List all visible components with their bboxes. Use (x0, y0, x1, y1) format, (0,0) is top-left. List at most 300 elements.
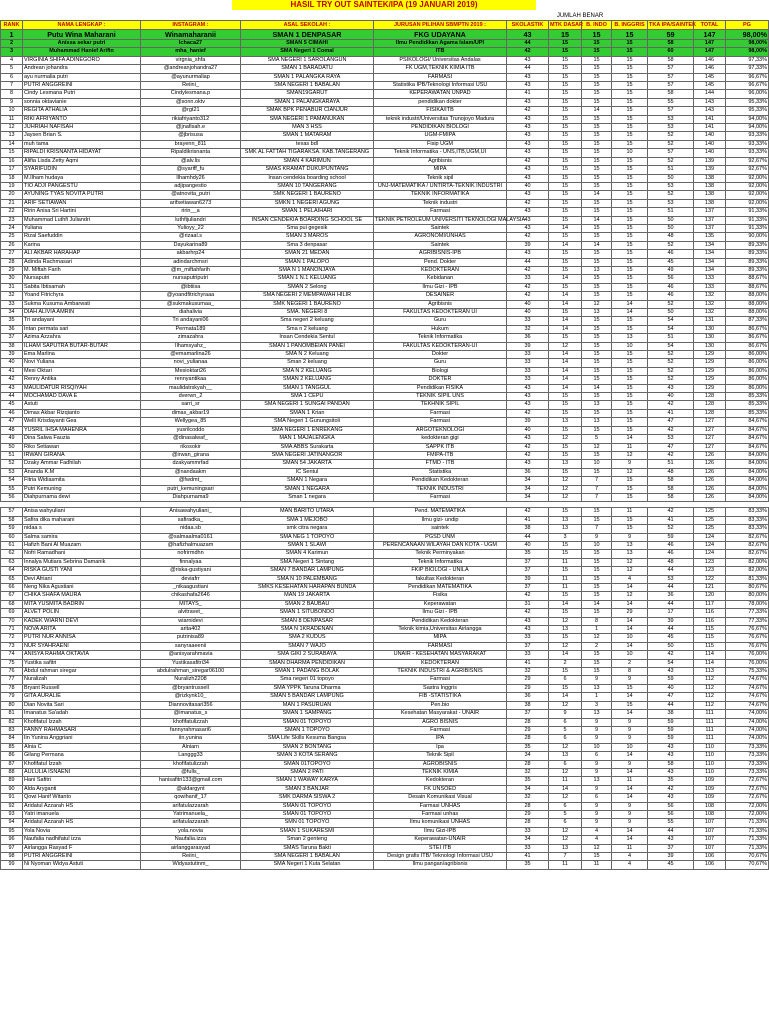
cell-pg: 92,67% (726, 166, 769, 174)
cell-name: Riko Setiawan (23, 443, 141, 451)
cell-mtk: 15 (549, 166, 582, 174)
cell-bindo: 13 (582, 418, 612, 426)
cell-mtk: 12 (549, 836, 582, 844)
cell-school: SMA 1 MEJOBO (241, 516, 374, 524)
cell-mtk: 15 (549, 82, 582, 90)
cell-major: FARMASI (374, 73, 507, 81)
cell-rank: 64 (1, 567, 23, 575)
cell-major: MIPA (374, 634, 507, 642)
cell-total: 129 (694, 367, 726, 375)
cell-mtk: 14 (549, 241, 582, 249)
cell-major: Guru (374, 359, 507, 367)
table-row (1, 182, 769, 190)
table-row (1, 516, 769, 524)
table-row (1, 30, 769, 40)
cell-skolastik: 32 (507, 325, 549, 333)
cell-skolastik: 43 (507, 166, 549, 174)
cell-bindo: 9 (582, 819, 612, 827)
cell-name: M. Miftah Farih (23, 266, 141, 274)
cell-mtk: 6 (549, 735, 582, 743)
cell-mtk: 15 (549, 309, 582, 317)
cell-total: 111 (694, 718, 726, 726)
cell-skolastik: 33 (507, 351, 549, 359)
cell-total: 117 (694, 600, 726, 608)
cell-skolastik: 43 (507, 435, 549, 443)
cell-mtk: 15 (549, 98, 582, 106)
cell-binggris: 9 (612, 760, 648, 768)
cell-skolastik: 39 (507, 241, 549, 249)
cell-mtk: 9 (549, 710, 582, 718)
table-row (1, 393, 769, 401)
cell-tka: 44 (648, 567, 694, 575)
cell-pg: 74,00% (726, 718, 769, 726)
cell-pg: 76,67% (726, 642, 769, 650)
cell-rank: 13 (1, 132, 23, 140)
cell-major: Sastra Inggris (374, 684, 507, 692)
cell-binggris: 15 (612, 166, 648, 174)
table-row (1, 359, 769, 367)
cell-bindo: 15 (582, 367, 612, 375)
col-header-name: NAMA LENGKAP : (23, 21, 141, 30)
table-row (1, 460, 769, 468)
cell-bindo: 15 (582, 157, 612, 165)
cell-name: GITA AURALIE (23, 693, 141, 701)
cell-tka: 51 (648, 208, 694, 216)
cell-total: 125 (694, 508, 726, 516)
cell-school: SMA N 2 KELUANG (241, 367, 374, 375)
cell-pg: 72,67% (726, 777, 769, 785)
cell-major: TEKNIK INFORMATIKA (374, 191, 507, 199)
cell-binggris: 15 (612, 409, 648, 417)
cell-mtk: 15 (549, 199, 582, 207)
cell-mtk: 15 (549, 409, 582, 417)
table-body (1, 30, 769, 870)
cell-total: 108 (694, 802, 726, 810)
col-header-total: TOTAL (694, 21, 726, 30)
cell-tka: 49 (648, 266, 694, 274)
cell-total: 115 (694, 642, 726, 650)
cell-pg: 98,00% (726, 40, 769, 48)
cell-binggris: 14 (612, 693, 648, 701)
cell-bindo: 15 (582, 65, 612, 73)
cell-school: MAN 1 PASURUAN (241, 701, 374, 709)
table-row (1, 533, 769, 541)
cell-rank: 75 (1, 659, 23, 667)
cell-school: SMAN 01 TOPOYO (241, 802, 374, 810)
cell-total: 130 (694, 342, 726, 350)
cell-bindo: 15 (582, 575, 612, 583)
cell-mtk: 15 (549, 426, 582, 434)
cell-instagram: @fwdmt_ (141, 477, 241, 485)
table-row (1, 98, 769, 106)
cell-pg: 84,67% (726, 443, 769, 451)
cell-name: Renny Antika (23, 376, 141, 384)
cell-binggris: 9 (612, 735, 648, 743)
cell-instagram: Yatrimanuela_ (141, 810, 241, 818)
cell-major: UNJ-MATEMATIKA / UNTIRTA-TEKNIK INDUSTRI (374, 182, 507, 190)
cell-instagram: rikosokir (141, 443, 241, 451)
cell-skolastik: 35 (507, 861, 549, 869)
cell-binggris: 15 (612, 224, 648, 232)
cell-major: teknik industri/Universitas Trunojoyo Madura (374, 115, 507, 123)
cell-tka: 52 (648, 367, 694, 375)
cell-mtk: 14 (549, 785, 582, 793)
cell-instagram: Naufalia.izza (141, 836, 241, 844)
cell-school: Sma negeri 01 topoyo (241, 676, 374, 684)
cell-mtk: 6 (549, 802, 582, 810)
cell-binggris: 9 (612, 802, 648, 810)
cell-tka: 58 (648, 485, 694, 493)
cell-mtk: 15 (549, 73, 582, 81)
cell-school: SMAN 1 DENPASAR (241, 30, 374, 40)
cell-binggris: 15 (612, 351, 648, 359)
cell-mtk: 12 (549, 642, 582, 650)
cell-mtk: 15 (549, 334, 582, 342)
cell-total: 138 (694, 174, 726, 182)
cell-mtk: 14 (549, 367, 582, 375)
cell-name: Yuliana (23, 224, 141, 232)
cell-bindo: 2 (582, 642, 612, 650)
cell-major: Kesehatan Masyarakat - UNAIR (374, 710, 507, 718)
cell-major: FAKULTAS KEDOKTERAN-UI (374, 342, 507, 350)
cell-name: ARIF SETIAWAN (23, 199, 141, 207)
cell-school: SMAN 7 BANDAR LAMPUNG (241, 567, 374, 575)
cell-tka: 52 (648, 140, 694, 148)
cell-instagram: ririn__a (141, 208, 241, 216)
cell-tka: 50 (648, 642, 694, 650)
cell-tka: 48 (648, 468, 694, 476)
table-row (1, 718, 769, 726)
table-row (1, 743, 769, 751)
cell-instagram: Ichaca27 (141, 40, 241, 48)
cell-mtk: 12 (549, 743, 582, 751)
cell-binggris: 13 (612, 334, 648, 342)
cell-bindo: 9 (582, 802, 612, 810)
cell-name: ayu nurmalia putri (23, 73, 141, 81)
cell-total: 107 (694, 844, 726, 852)
cell-skolastik: 42 (507, 283, 549, 291)
table-row (1, 40, 769, 48)
cell-name: ALVET POLIN (23, 609, 141, 617)
cell-pg: 88,00% (726, 300, 769, 308)
cell-bindo: 15 (582, 233, 612, 241)
cell-bindo: 9 (582, 735, 612, 743)
cell-instagram: @rizaal.s (141, 233, 241, 241)
cell-mtk: 2 (549, 659, 582, 667)
cell-bindo: 15 (582, 132, 612, 140)
cell-rank: 8 (1, 90, 23, 98)
cell-skolastik: 42 (507, 409, 549, 417)
cell-instagram: putrinisa89 (141, 634, 241, 642)
cell-school: SMAN 1 PELAIHARI (241, 208, 374, 216)
cell-pg: 85,33% (726, 393, 769, 401)
col-header-tka: TKA IPA/SAINTEK (649, 22, 697, 28)
cell-pg: 74,67% (726, 684, 769, 692)
cell-school: SMAN 4 KARIMUN (241, 157, 374, 165)
cell-major: Pen.bio (374, 701, 507, 709)
cell-rank: 41 (1, 367, 23, 375)
cell-name: Dimas Akbar Rizqianto (23, 409, 141, 417)
cell-total: 143 (694, 107, 726, 115)
table-row (1, 342, 769, 350)
cell-major: DESAINER (374, 292, 507, 300)
cell-name: sonnia oktavianie (23, 98, 141, 106)
cell-skolastik: 43 (507, 208, 549, 216)
cell-tka: 53 (648, 182, 694, 190)
cell-major: fakultas Kedokteran (374, 575, 507, 583)
cell-rank: 62 (1, 550, 23, 558)
cell-mtk: 12 (549, 342, 582, 350)
table-row (1, 82, 769, 90)
cell-school: SMAN 5 CIMAHI (241, 40, 374, 48)
cell-school: SMAN 2 PATI (241, 768, 374, 776)
cell-pg: 71,33% (726, 844, 769, 852)
cell-total: 145 (694, 73, 726, 81)
cell-school: SMAN 2 BAUBAU (241, 600, 374, 608)
cell-binggris: 15 (612, 73, 648, 81)
cell-rank: 5 (1, 65, 23, 73)
cell-name: Devi Afriani (23, 575, 141, 583)
cell-tka: 56 (648, 275, 694, 283)
cell-skolastik: 33 (507, 844, 549, 852)
cell-skolastik: 40 (507, 182, 549, 190)
cell-total: 130 (694, 334, 726, 342)
table-row (1, 493, 769, 501)
table-row (1, 558, 769, 566)
cell-tka: 58 (648, 56, 694, 64)
cell-school: SMAN 54 JAKARTA (241, 460, 374, 468)
cell-major: FKG UDAYANA (374, 30, 507, 40)
table-row (1, 90, 769, 98)
cell-total: 126 (694, 460, 726, 468)
cell-name: muh tama (23, 140, 141, 148)
cell-bindo: 4 (582, 827, 612, 835)
cell-tka: 57 (648, 149, 694, 157)
cell-mtk: 15 (549, 508, 582, 516)
cell-pg: 89,33% (726, 258, 769, 266)
table-row (1, 443, 769, 451)
cell-major: Agribisnis (374, 300, 507, 308)
cell-binggris: 15 (612, 275, 648, 283)
cell-total: 124 (694, 533, 726, 541)
table-row (1, 124, 769, 132)
cell-name: Mesi Oktari (23, 367, 141, 375)
table-row (1, 367, 769, 375)
cell-binggris: 15 (612, 393, 648, 401)
cell-total: 133 (694, 275, 726, 283)
cell-major: Farmasi (374, 409, 507, 417)
cell-pg: 96,67% (726, 73, 769, 81)
cell-binggris: 13 (612, 550, 648, 558)
cell-tka: 57 (648, 73, 694, 81)
cell-school: SMA NEGERI 1 SAROLANGUN (241, 56, 374, 64)
cell-skolastik: 41 (507, 853, 549, 861)
cell-total: 106 (694, 861, 726, 869)
cell-total: 111 (694, 710, 726, 718)
cell-school: SMAN 2 BONTANG (241, 743, 374, 751)
cell-instagram: @jbrisusa (141, 132, 241, 140)
cell-pg: 86,00% (726, 351, 769, 359)
cell-instagram: @sonn.oktv (141, 98, 241, 106)
cell-rank: 93 (1, 810, 23, 818)
cell-bindo: 9 (582, 718, 612, 726)
cell-binggris: 14 (612, 827, 648, 835)
cell-instagram: alvitravet_ (141, 609, 241, 617)
cell-mtk: 15 (549, 266, 582, 274)
cell-total: 125 (694, 525, 726, 533)
cell-instagram: putri_kemuningsari (141, 485, 241, 493)
cell-skolastik: 42 (507, 266, 549, 274)
cell-rank: 44 (1, 393, 23, 401)
cell-bindo: 15 (582, 550, 612, 558)
cell-bindo: 10 (582, 541, 612, 549)
cell-name: Nofri Ramadhani (23, 550, 141, 558)
cell-name: Yatri imanuela (23, 810, 141, 818)
cell-major: Pendidikan Kedokteran (374, 477, 507, 485)
cell-name: Naufalia nadhifatul izza (23, 836, 141, 844)
cell-name: MAULIDATUR RISQIYAH (23, 384, 141, 392)
cell-bindo: 15 (582, 283, 612, 291)
cell-total: 127 (694, 435, 726, 443)
cell-rank: 70 (1, 617, 23, 625)
cell-school: smk citra negara (241, 525, 374, 533)
cell-tka: 52 (648, 241, 694, 249)
cell-rank: 47 (1, 418, 23, 426)
cell-bindo: 15 (582, 558, 612, 566)
table-row (1, 266, 769, 274)
cell-name: Khofifatul Izzah (23, 760, 141, 768)
cell-total: 121 (694, 584, 726, 592)
cell-bindo: 10 (582, 743, 612, 751)
cell-school: SMAN 3 BANJAR (241, 785, 374, 793)
table-row (1, 676, 769, 684)
cell-rank: 58 (1, 516, 23, 524)
cell-pg: 82,00% (726, 558, 769, 566)
cell-bindo: 15 (582, 82, 612, 90)
cell-major: Teknik Informatika (374, 558, 507, 566)
cell-school: SMAN 01 TOPOYO (241, 718, 374, 726)
cell-bindo: 15 (582, 124, 612, 132)
cell-skolastik: 28 (507, 760, 549, 768)
cell-pg: 73,33% (726, 752, 769, 760)
cell-tka: 53 (648, 115, 694, 123)
cell-school: SMAN 1 MATARAM (241, 132, 374, 140)
cell-bindo: 15 (582, 73, 612, 81)
cell-binggris: 12 (612, 592, 648, 600)
cell-mtk: 15 (549, 609, 582, 617)
cell-major: TEKNIK PETROLEUM UNIVERSITI TEKNOLOGI MALAYSIA (375, 216, 526, 223)
cell-mtk: 15 (549, 182, 582, 190)
cell-school: SMA NEGERI 1 PAMANUKAN (241, 115, 374, 123)
cell-pg: 93,33% (726, 132, 769, 140)
cell-rank: 78 (1, 684, 23, 692)
cell-name: CHIKA SHAFA MAURA (23, 592, 141, 600)
cell-total: 109 (694, 785, 726, 793)
cell-rank: 10 (1, 107, 23, 115)
cell-major: Keperawatan (374, 600, 507, 608)
cell-tka: 38 (648, 710, 694, 718)
table-row (1, 768, 769, 776)
cell-total: 139 (694, 166, 726, 174)
cell-pg: 83,33% (726, 508, 769, 516)
cell-tka: 43 (648, 668, 694, 676)
cell-school: SMA NEGERI 1 BABALAN (241, 853, 374, 861)
cell-mtk: 6 (549, 676, 582, 684)
cell-mtk: 14 (549, 275, 582, 283)
cell-name: JUHRIAH NAFISAH (23, 124, 141, 132)
cell-mtk: 13 (549, 752, 582, 760)
cell-tka: 43 (648, 743, 694, 751)
cell-mtk: 15 (549, 174, 582, 182)
cell-skolastik: 33 (507, 634, 549, 642)
cell-school: SMA N 1 MANONJAYA (241, 266, 374, 274)
cell-major: Ilmu Gizi - IPB (374, 609, 507, 617)
cell-pg: 89,33% (726, 250, 769, 258)
cell-binggris: 14 (612, 710, 648, 718)
cell-rank: 51 (1, 451, 23, 459)
cell-instagram: yola.novia (141, 827, 241, 835)
cell-major: FAKULTAS KEDOKTERAN UI (374, 309, 507, 317)
cell-instagram: dverwn_2 (141, 393, 241, 401)
cell-binggris: 15 (612, 98, 648, 106)
cell-skolastik: 29 (507, 810, 549, 818)
table-row (1, 56, 769, 64)
cell-tka: 40 (648, 393, 694, 401)
cell-pg: 83,33% (726, 516, 769, 524)
cell-rank: 27 (1, 250, 23, 258)
cell-pg: 72,00% (726, 810, 769, 818)
table-row (1, 426, 769, 434)
cell-skolastik: 43 (507, 191, 549, 199)
cell-mtk: 11 (549, 777, 582, 785)
table-row (1, 634, 769, 642)
cell-total: 141 (694, 124, 726, 132)
cell-mtk: 13 (549, 626, 582, 634)
cell-school: SMAN 21 MEDAN (241, 250, 374, 258)
cell-school: SMAN 1 PADANG BOLAK (241, 668, 374, 676)
cell-mtk: 12 (549, 477, 582, 485)
cell-total: 106 (694, 853, 726, 861)
cell-pg: 90,00% (726, 233, 769, 241)
table-row (1, 115, 769, 123)
cell-mtk: 12 (549, 827, 582, 835)
cell-school: SMA NEGERI 1 ENREKANG (241, 426, 374, 434)
cell-mtk: 14 (549, 376, 582, 384)
cell-instagram: iin.yunina (141, 735, 241, 743)
cell-mtk: 14 (549, 224, 582, 232)
table-row (1, 283, 769, 291)
cell-total: 120 (694, 592, 726, 600)
cell-skolastik: 43 (507, 132, 549, 140)
cell-total: 134 (694, 266, 726, 274)
col-header-major: JURUSAN PILIHAN SBMPTN 2019 : (374, 21, 507, 30)
cell-tka: 52 (648, 191, 694, 199)
cell-tka: 54 (648, 342, 694, 350)
table-row (1, 777, 769, 785)
cell-total: 147 (694, 40, 726, 48)
cell-school: Sma n 2 keluang (241, 325, 374, 333)
cell-instagram: arita402 (141, 626, 241, 634)
cell-pg: 91,33% (726, 224, 769, 232)
cell-name: REGITA ATHALIA (23, 107, 141, 115)
cell-major: saintek (374, 525, 507, 533)
cell-mtk: 15 (549, 468, 582, 476)
col-header-skolastik: SKOLASTIK (507, 21, 549, 30)
cell-tka: 50 (648, 216, 694, 224)
cell-tka: 44 (648, 626, 694, 634)
cell-instagram: @nandaakm (141, 468, 241, 476)
cell-rank: 21 (1, 199, 23, 207)
